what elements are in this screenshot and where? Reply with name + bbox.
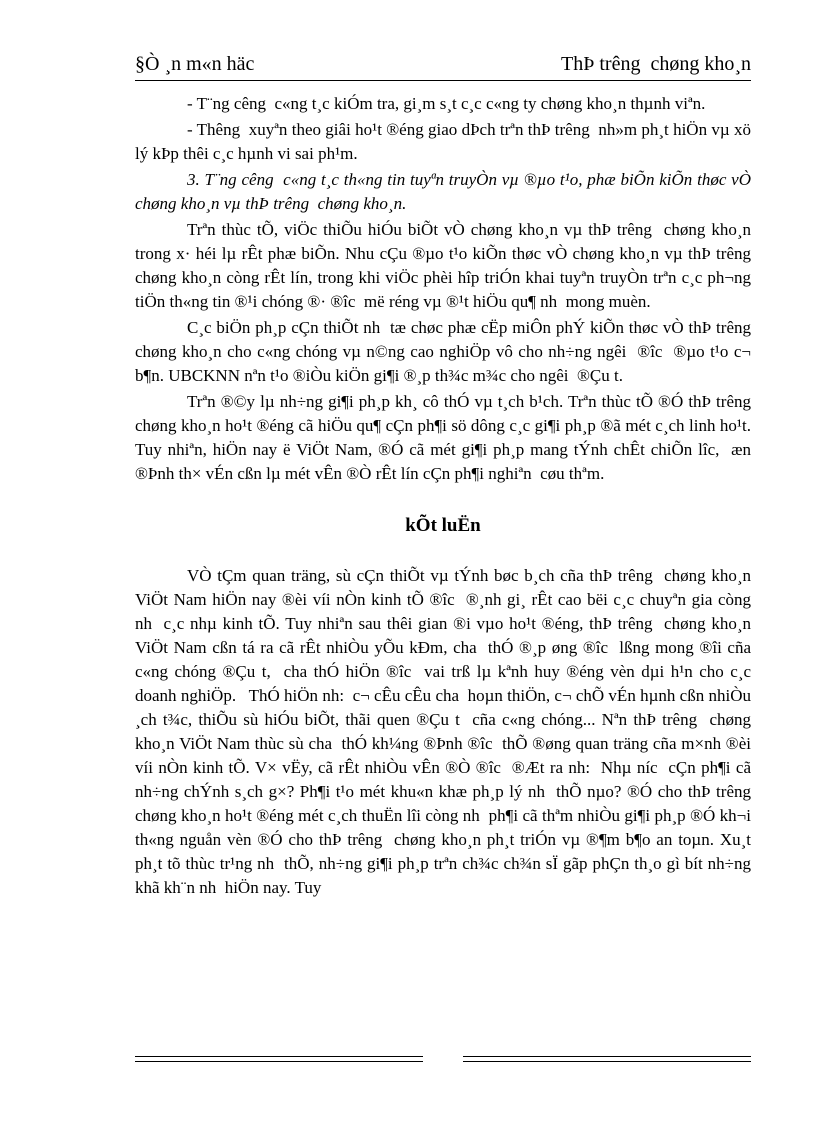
paragraph-monitoring: - T¨ng cêng c«ng t¸c kiÓm tra, gi¸m s¸t c¸c c«ng ty chøng kho¸n thµnh viªn. — [187, 94, 706, 113]
header-topic-title: ThÞ trêng chøng kho¸n — [561, 53, 751, 75]
footer-rule-left — [135, 1056, 423, 1062]
page-header — [135, 52, 751, 76]
paragraph-solutions-summary: Trªn ®©y lµ nh÷ng gi¶i ph¸p kh¸ cô thÓ vµ t¸ch b¹ch. Trªn thùc tÕ ®Ó thÞ trêng chøng kho¸n ho¹t ®éng cã hiÖu qu¶ cÇn ph¶i sö dông c¸c gi¶i ph¸p ®ã mét c¸ch linh ho¹t. Tuy nhiªn, hiÖn nay ë ViÖt Nam, ®Ó cã mét gi¶i ph¸p mang tÝnh chÊt chiÕn lîc, æn ®Þnh th× vÉn cßn lµ mét vÊn ®Ò rÊt lín cÇn ph¶i nghiªn cøu thªm. — [135, 392, 760, 483]
section-heading-information: 3. T¨ng cêng c«ng t¸c th«ng tin tuyªn truyÒn vµ ®µo t¹o, phæ biÕn kiÕn thøc vÒ chøng kho¸n vµ thÞ trêng chøng kho¸n. — [135, 170, 756, 213]
conclusion-heading: kÕt luËn — [405, 515, 481, 536]
header-course-title: §Ò ¸n m«n häc — [135, 53, 255, 75]
page-body — [135, 92, 760, 902]
paragraph-public-knowledge: Trªn thùc tÕ, viÖc thiÕu hiÓu biÕt vÒ chøng kho¸n vµ thÞ trêng chøng kho¸n trong x· héi lµ rÊt phæ biÕn. Nhu cÇu ®µo t¹o kiÕn thøc vÒ chøng kho¸n vµ thÞ trêng chøng kho¸n còng rÊt lín, trong khi viÖc phèi hîp triÓn khai tuyªn truyÒn trªn c¸c ph¬ng tiÖn th«ng tin ®¹i chóng ®· ®îc më réng vµ ®¹t hiÖu qu¶ nh mong muèn. — [135, 220, 760, 311]
paragraph-trading-oversight: - Thêng xuyªn theo giâi ho¹t ®éng giao dÞch trªn thÞ trêng nh»m ph¸t hiÖn vµ xö lý kÞp thêi c¸c hµnh vi sai ph¹m. — [135, 120, 756, 163]
paragraph-conclusion: VÒ tÇm quan träng, sù cÇn thiÕt vµ tÝnh bøc b¸ch cña thÞ trêng chøng kho¸n ViÖt Nam hiÖn nay ®èi víi nÒn kinh tÕ ®îc ®¸nh gi¸ rÊt cao bëi c¸c chuyªn gia còng nh c¸c nhµ kinh tÕ. Tuy nhiªn sau thêi gian ®i vµo ho¹t ®éng, thÞ trêng chøng kho¸n ViÖt Nam cßn tá ra cã rÊt nhiÒu yÕu kÐm, cha thÓ ®¸p øng ®îc lßng mong ®îi cña c«ng chóng ®Çu t, cha thÓ hiÖn ®îc vai trß lµ kªnh huy ®éng vèn dµi h¹n cho c¸c doanh nghiÖp. ThÓ hiÖn nh: c¬ cÊu cÊu cha hoµn thiÖn, c¬ chÕ vÉn hµnh cßn nhiÒu ¸ch t¾c, thiÕu sù hiÓu biÕt, thãi quen ®Çu t cña c«ng chóng... Nªn thÞ trêng chøng kho¸n ViÖt Nam thùc sù cha thÓ kh¼ng ®Þnh ®îc thÕ ®øng quan träng cña m×nh ®èi víi nÒn kinh tÕ. V× vËy, cã rÊt nhiÒu vÊn ®Ò ®îc ®Æt ra nh: Nhµ níc cÇn ph¶i cã nh÷ng chÝnh s¸ch g×? Ph¶i t¹o mét khu«n khæ ph¸p lý nh thÕ nµo? ®Ó cho thÞ trêng chøng kho¸n ho¹t ®éng mét c¸ch thuËn lîi còng nh ph¶i cã thªm nhiÒu gi¶i ph¸p ®Ó kh¬i th«ng nguån vèn ®Ó cho thÞ trêng chøng kho¸n ph¸t triÓn vµ ®¶m b¶o an toµn. Xu¸t ph¸t tõ thùc tr¹ng nh thÕ, nh÷ng gi¶i ph¸p trªn ch¾c ch¾n sÏ gãp phÇn th¸o gì bít nh÷ng khã kh¨n nh hiÖn nay. Tuy — [135, 566, 760, 897]
footer-rules — [135, 1056, 751, 1062]
paragraph-training-measures: C¸c biÖn ph¸p cÇn thiÕt nh tæ chøc phæ cËp miÔn phÝ kiÕn thøc vÒ thÞ trêng chøng kho¸n cho c«ng chóng vµ n©ng cao nghiÖp vô cho nh÷ng ngêi ®îc ®µo t¹o c¬ b¶n. UBCKNN nªn t¹o ®iÒu kiÖn gi¶i ®¸p th¾c m¾c cho ngêi ®Çu t. — [135, 318, 760, 385]
footer-rule-right — [463, 1056, 751, 1062]
header-rule — [135, 80, 751, 81]
